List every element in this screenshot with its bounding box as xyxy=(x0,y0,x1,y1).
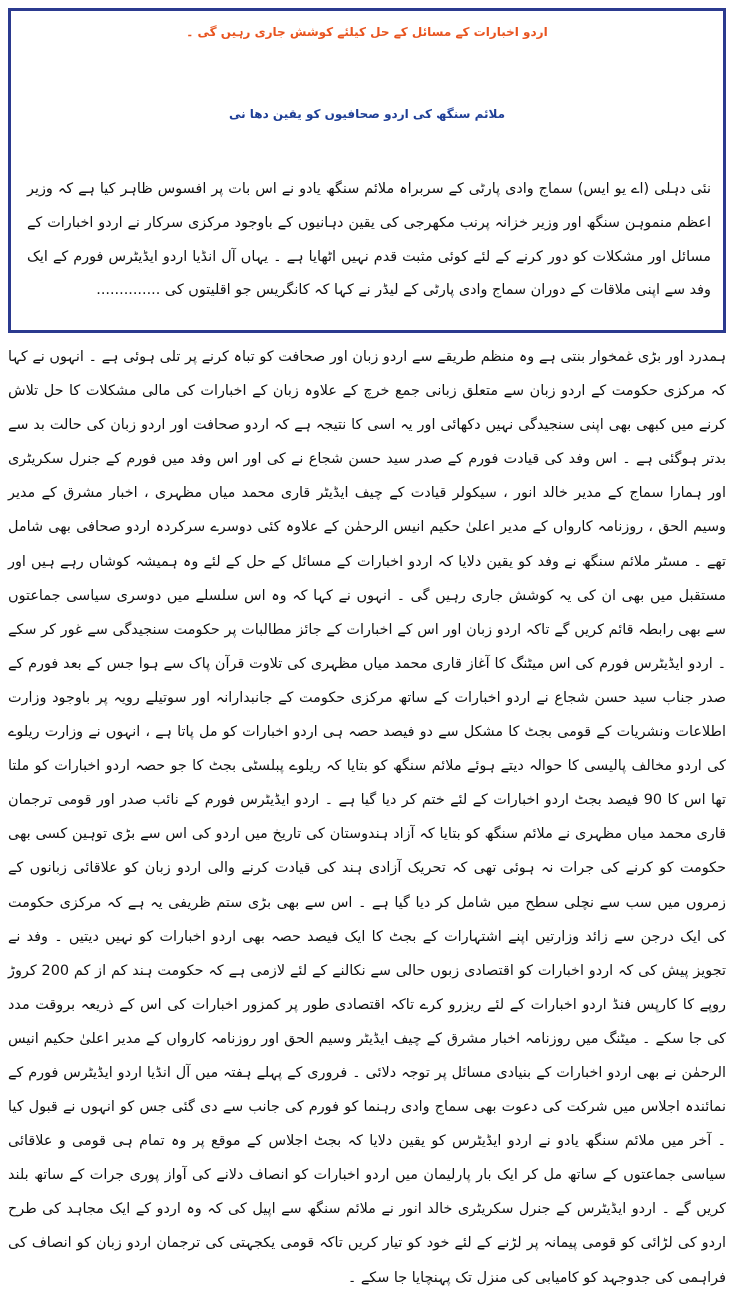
sub-headline: ملائم سنگھ کی اردو صحافیوں کو یقین دھا نی xyxy=(228,107,506,121)
article-body: ہمدرد اور بڑی غمخوار بنتی ہے وہ منظم طریقے سے اردو زبان اور صحافت کو تباہ کرنے پر تلی ہوئی ہے ۔ انہوں نے کہا کہ مرکزی حکومت کے اردو زبان سے متعلق زبانی جمع خرچ کے علاوہ زبان کے اخبارات کی مالی مشکلات کا حل تلاش کرنے میں کبھی بھی اپنی سنجیدگی نہیں دکھائی اور یہ اسی کا نتیجہ ہے کہ اردو صحافت اور اردو زبان کی حالت بد سے بدتر ہوگئی ہے ۔ اس وفد کی قیادت فورم کے صدر سید حسن شجاع نے کی اور اس وفد میں فورم کے جنرل سکریٹری اور ہمارا سماج کے مدیر خالد انور ، سیکولر قیادت کے چیف ایڈیٹر قاری محمد میاں مظہری ، اخبار مشرق کے مدیر وسیم الحق ، روزنامہ کارواں کے مدیر اعلیٰ حکیم انیس الرحمٰن کے علاوہ کئی دوسرے سرکردہ اردو صحافی بھی شامل تھے ۔ مسٹر ملائم سنگھ نے وفد کو یقین دلایا کہ اردو اخبارات کے مسائل کے حل کے لئے وہ ہمیشہ کوشاں رہے ہیں اور مستقبل میں بھی ان کی یہ کوشش جاری رہیں گی ۔ انہوں نے کہا کہ وہ اس سلسلے میں دوسری سیاسی جماعتوں سے بھی رابطہ قائم کریں گے تاکہ اردو زبان اور اس کے اخبارات کے جائز مطالبات پر حکومت سنجیدگی سے غور کر سکے ۔ اردو ایڈیٹرس فورم کی اس میٹنگ کا آغاز قاری محمد میاں مظہری کی تلاوت قرآن پاک سے ہوا جس کے بعد فورم کے صدر جناب سید حسن شجاع نے اردو اخبارات کے ساتھ مرکزی حکومت کے جانبدارانہ اور سوتیلے رویہ پر باوجود وزارت اطلاعات ونشریات کے قومی بجٹ کا مشکل سے دو فیصد حصہ ہی اردو اخبارات کو مل پاتا ہے ، انہوں نے وزارت ریلوے کی اردو مخالف پالیسی کا حوالہ دیتے ہوئے ملائم سنگھ کو بتایا کہ ریلوے پبلسٹی بجٹ کا جو حصہ اردو اخبارات کو ملتا تھا اس کا 90 فیصد بجٹ اردو اخبارات کے لئے ختم کر دیا گیا ہے ۔ اردو ایڈیٹرس فورم کے نائب صدر اور قومی ترجمان قاری محمد میاں مظہری نے ملائم سنگھ کو بتایا کہ آزاد ہندوستان کی تاریخ میں اردو کی اس سے بڑی توہین کسی بھی حکومت کو کرنے کی جرات نہ ہوئی تھی کہ تحریک آزادی ہند کی قیادت کرنے والی اردو زبان کو علاقائی زبانوں کے زمروں میں سب سے نچلی سطح میں شامل کر دیا گیا ہے ۔ اس سے بھی بڑی ستم ظریفی یہ ہے کہ مرکزی حکومت کی ایک درجن سے زائد وزارتیں اپنے اشتہارات کے بجٹ کا ایک فیصد حصہ بھی اردو اخبارات کو نہیں دیتیں ۔ وفد نے تجویز پیش کی کہ اردو اخبارات کو اقتصادی زبوں حالی سے نکالنے کے لئے لازمی ہے کہ حکومت ہند کم از کم 200 کروڑ روپے کا کارپس فنڈ اردو اخبارات کے لئے ریزرو کرے تاکہ اقتصادی طور پر کمزور اخبارات کی اس کے ذریعہ بروقت مدد کی جا سکے ۔ میٹنگ میں روزنامہ اخبار مشرق کے چیف ایڈیٹر وسیم الحق اور روزنامہ کارواں کے مدیر اعلیٰ حکیم انیس الرحمٰن نے بھی اردو اخبارات کے بنیادی مسائل پر توجہ دلائی ۔ فروری کے پہلے ہفتہ میں آل انڈیا اردو ایڈیٹرس فورم کے نمائندہ اجلاس میں شرکت کی دعوت بھی سماج وادی رہنما کو فورم کی جانب سے دی گئی جس کو انہوں نے قبول کیا ۔ آخر میں ملائم سنگھ یادو نے اردو ایڈیٹرس کو یقین دلایا کہ بجٹ اجلاس کے موقع پر وہ تمام ہی قومی و علاقائی سیاسی جماعتوں کے ساتھ مل کر ایک بار پارلیمان میں اردو اخبارات کو انصاف دلانے کی آواز پوری جرات کے ساتھ بلند کریں گے ۔ اردو ایڈیٹرس کے جنرل سکریٹری خالد انور نے ملائم سنگھ سے اپیل کی کہ وہ اردو کے ایک مجاہد کی طرح اردو کی لڑائی کو قومی پیمانہ پر لڑنے کے لئے خود کو تیار کریں تاکہ قومی یکجہتی کی ترجمان اردو زبان کو انصاف کی فراہمی کی جدوجہد کو کامیابی کی منزل تک پہنچایا جا سکے ۔ xyxy=(8,349,726,1286)
intro-paragraph: نئی دہلی (اے یو ایس) سماج وادی پارٹی کے سربراہ ملائم سنگھ یادو نے اس بات پر افسوس ظاہر کیا ہے کہ وزیر اعظم منموہن سنگھ اور وزیر خزانہ پرنب مکھرجی کی یقین دہانیوں کے باوجود مرکزی سرکار نے اردو اخبارات کے مسائل اور مشکلات کو دور کرنے کے لئے کوئی مثبت قدم نہیں اٹھایا ہے ۔ یہاں آل انڈیا اردو ایڈیٹرس فورم کے ایک وفد سے اپنی ملاقات کے دوران سماج وادی پارٹی کے لیڈر نے کہا کہ کانگریس جو اقلیتوں کی .............. xyxy=(27,181,711,299)
intro-box xyxy=(8,8,726,333)
main-headline: اردو اخبارات کے مسائل کے حل کیلئے کوشش جاری رہیں گی ۔ xyxy=(186,25,548,39)
